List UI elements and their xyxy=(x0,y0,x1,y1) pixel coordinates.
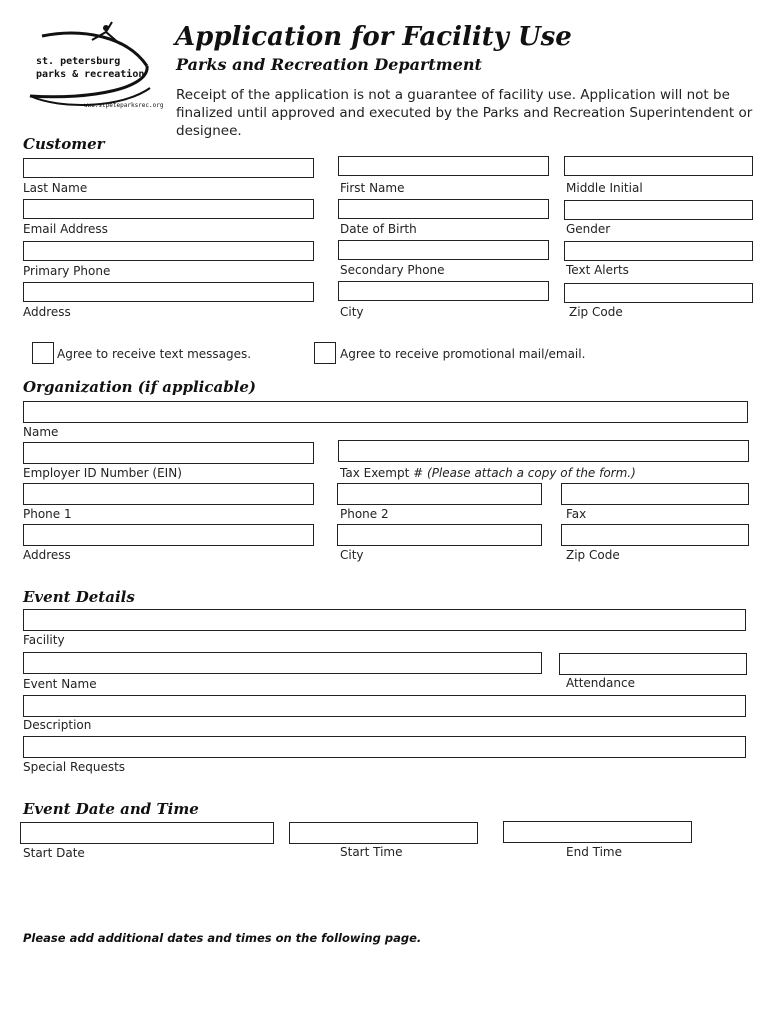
event-name-field[interactable] xyxy=(23,652,542,674)
org-phone-2-field[interactable] xyxy=(337,483,542,505)
organization-name-label: Name xyxy=(23,425,59,439)
primary-phone-label: Primary Phone xyxy=(23,264,111,278)
customer-city-field[interactable] xyxy=(338,281,549,301)
text-alerts-label: Text Alerts xyxy=(566,263,629,277)
org-address-field[interactable] xyxy=(23,524,314,546)
start-date-field[interactable] xyxy=(20,822,274,844)
end-time-label: End Time xyxy=(566,845,622,859)
org-zip-label: Zip Code xyxy=(566,548,620,562)
section-heading-event-details: Event Details xyxy=(23,588,135,606)
email-field[interactable] xyxy=(23,199,314,219)
customer-address-field[interactable] xyxy=(23,282,314,302)
attendance-field[interactable] xyxy=(559,653,747,675)
form-notice: Receipt of the application is not a guarantee of facility use. Application will not be finalized until approved and executed by the Parks and Recreation Superintendent or designee. xyxy=(176,87,753,139)
section-heading-event-date-time: Event Date and Time xyxy=(23,800,199,818)
ein-field[interactable] xyxy=(23,442,314,464)
attendance-label: Attendance xyxy=(566,676,635,690)
org-city-field[interactable] xyxy=(337,524,542,546)
start-time-field[interactable] xyxy=(289,822,478,844)
org-phone-1-field[interactable] xyxy=(23,483,314,505)
tax-exempt-label-text: Tax Exempt # xyxy=(340,466,428,480)
last-name-label: Last Name xyxy=(23,181,88,195)
org-address-label: Address xyxy=(23,548,71,562)
section-heading-customer: Customer xyxy=(23,135,105,153)
org-zip-field[interactable] xyxy=(561,524,749,546)
text-messages-checkbox[interactable] xyxy=(32,342,54,364)
description-field[interactable] xyxy=(23,695,746,717)
org-city-label: City xyxy=(340,548,364,562)
middle-initial-label: Middle Initial xyxy=(566,181,643,195)
middle-initial-field[interactable] xyxy=(564,156,753,176)
start-date-label: Start Date xyxy=(23,846,85,860)
end-time-field[interactable] xyxy=(503,821,692,843)
promotional-mail-label: Agree to receive promotional mail/email. xyxy=(340,347,586,361)
email-label: Email Address xyxy=(23,222,108,236)
customer-address-label: Address xyxy=(23,305,71,319)
gender-label: Gender xyxy=(566,222,611,236)
date-of-birth-label: Date of Birth xyxy=(340,222,417,236)
date-of-birth-field[interactable] xyxy=(338,199,549,219)
text-messages-label: Agree to receive text messages. xyxy=(57,347,252,361)
ein-label: Employer ID Number (EIN) xyxy=(23,466,182,480)
first-name-field[interactable] xyxy=(338,156,549,176)
special-requests-field[interactable] xyxy=(23,736,746,758)
start-time-label: Start Time xyxy=(340,845,403,859)
tax-exempt-label xyxy=(340,466,636,480)
secondary-phone-label: Secondary Phone xyxy=(340,263,445,277)
customer-city-label: City xyxy=(340,305,364,319)
customer-zip-label: Zip Code xyxy=(569,305,623,319)
first-name-label: First Name xyxy=(340,181,405,195)
promotional-mail-checkbox[interactable] xyxy=(314,342,336,364)
org-fax-label: Fax xyxy=(566,507,587,521)
customer-zip-field[interactable] xyxy=(564,283,753,303)
description-label: Description xyxy=(23,718,92,732)
tax-exempt-field[interactable] xyxy=(338,440,749,462)
organization-name-field[interactable] xyxy=(23,401,748,423)
text-alerts-field[interactable] xyxy=(564,241,753,261)
logo-line-2: parks & recreation xyxy=(36,69,145,80)
secondary-phone-field[interactable] xyxy=(338,240,549,260)
tax-exempt-note: (Please attach a copy of the form.) xyxy=(427,466,636,480)
form-subtitle: Parks and Recreation Department xyxy=(176,55,482,74)
org-fax-field[interactable] xyxy=(561,483,749,505)
additional-dates-note: Please add additional dates and times on the following page. xyxy=(23,931,422,945)
department-logo xyxy=(22,18,164,118)
last-name-field[interactable] xyxy=(23,158,314,178)
form-title: Application for Facility Use xyxy=(175,22,572,52)
section-heading-organization: Organization (if applicable) xyxy=(23,378,257,396)
event-name-label: Event Name xyxy=(23,677,97,691)
facility-label: Facility xyxy=(23,633,65,647)
logo-line-1: st. petersburg xyxy=(36,56,121,67)
logo-url: www.stpeteparksrec.org xyxy=(84,102,164,109)
org-phone-2-label: Phone 2 xyxy=(340,507,389,521)
special-requests-label: Special Requests xyxy=(23,760,126,774)
org-phone-1-label: Phone 1 xyxy=(23,507,72,521)
primary-phone-field[interactable] xyxy=(23,241,314,261)
gender-field[interactable] xyxy=(564,200,753,220)
facility-field[interactable] xyxy=(23,609,746,631)
